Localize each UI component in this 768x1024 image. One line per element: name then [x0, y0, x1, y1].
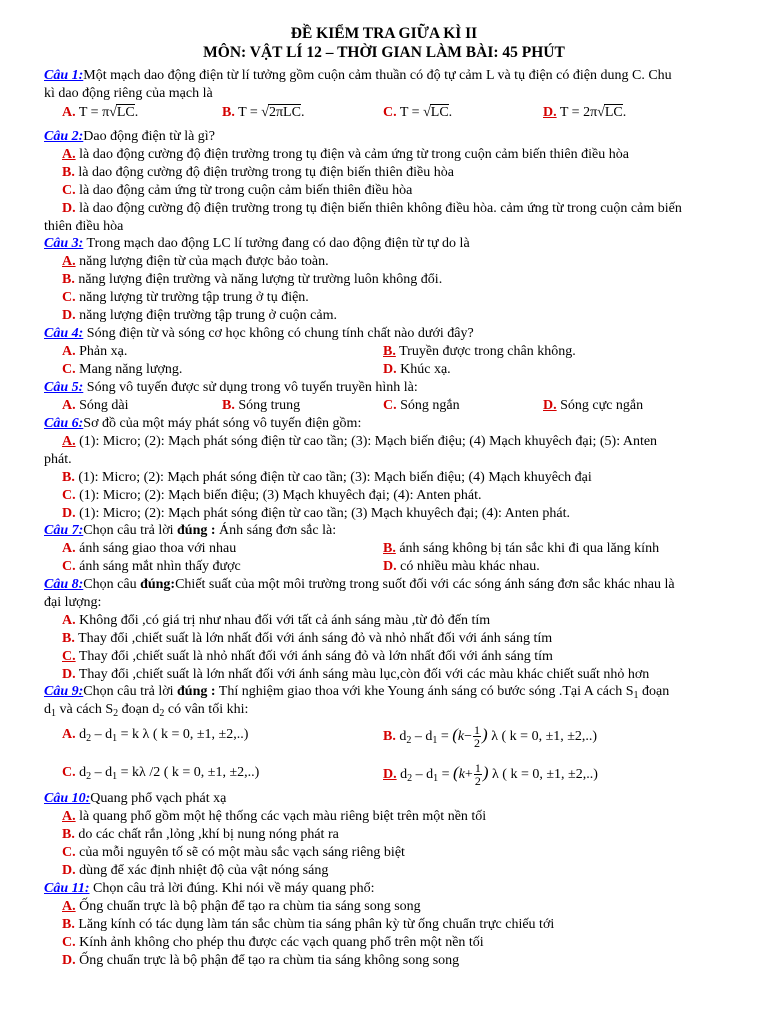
option-c: C. Kính ảnh không cho phép thu được các vạch quang phổ trên một nền tối — [62, 935, 484, 950]
option-a: A. là quang phổ gồm một hệ thống các vạch màu riêng biệt trên một nền tối — [62, 809, 487, 824]
option-a: A. Phản xạ. — [62, 344, 128, 359]
option-c: C. năng lượng từ trường tập trung ở tụ điện. — [62, 290, 309, 305]
option-b: B. Truyền được trong chân không. — [383, 344, 576, 359]
option-b: B. Lăng kính có tác dụng làm tán sắc chùm tia sáng phân kỳ từ ống chuẩn trực chiếu tới — [62, 917, 555, 932]
option-c: C. là dao động cảm ứng từ trong cuộn cảm biến thiên điều hòa — [62, 183, 413, 198]
option-b: B. ánh sáng không bị tán sắc khi đi qua lăng kính — [383, 541, 660, 556]
option-b: B. (1): Micro; (2): Mạch phát sóng điện từ cao tần; (3): Mạch biến điệu; (4) Mạch khuyêch đại — [62, 470, 592, 485]
exam-subtitle: MÔN: VẬT LÍ 12 – THỜI GIAN LÀM BÀI: 45 PHÚT — [203, 44, 565, 61]
question-5: Câu 5: Sóng vô tuyến được sử dụng trong vô tuyến truyền hình là: — [44, 380, 418, 395]
option-d: D. $d_2 - d_1 = (k+$ $\frac{1}{2}$ ) λ ( k = 0, ±1, ±2,..) — [383, 761, 598, 789]
option-c: C. của mỗi nguyên tố sẽ có một màu sắc vạch sáng riêng biệt — [62, 845, 405, 860]
option-b: B. Thay đổi ,chiết suất là lớn nhất đối với ánh sáng đỏ và nhỏ nhất đối với ánh sáng tím — [62, 631, 553, 646]
question-1 — [44, 67, 672, 84]
option-b: B. Sóng trung — [222, 398, 301, 413]
option-c: C. (1): Micro; (2): Mạch biến điệu; (3) Mạch khuyêch đại; (4): Anten phát. — [62, 488, 482, 503]
option-b: B. T = √2πLC. — [222, 105, 305, 120]
option-b: B. năng lượng điện trường và năng lượng từ trường luôn không đổi. — [62, 272, 443, 287]
option-a: A. năng lượng điện từ của mạch được bảo toàn. — [62, 254, 329, 269]
option-a-cont: phát. — [44, 452, 72, 467]
question-text-cont: $d_1$ và cách $S_2$ đoạn $d_2$ có vân tối khi: — [44, 702, 249, 719]
option-a: A. Không đổi ,có giá trị như nhau đối với tất cả ánh sáng màu ,từ đỏ đến tím — [62, 613, 491, 628]
option-b: B. do các chất rắn ,lỏng ,khí bị nung nóng phát ra — [62, 827, 339, 842]
fraction: $\frac{1}{2}$ — [474, 723, 481, 751]
option-a: A. Sóng dài — [62, 398, 129, 413]
question-text-cont: kì dao động riêng của mạch là — [44, 86, 213, 101]
option-a: A. T = π√LC. — [62, 105, 139, 120]
option-a: A. (1): Micro; (2): Mạch phát sóng điện từ cao tần; (3): Mạch biến điệu; (4) Mạch khuyêch đại; (5): Anten — [62, 434, 658, 449]
option-a: A. là dao động cường độ điện trường trong tụ điện và cảm ứng từ trong cuộn cảm biến thiên điều hòa — [62, 147, 629, 162]
option-c: C. ánh sáng mắt nhìn thấy được — [62, 559, 241, 574]
option-c: C. Thay đổi ,chiết suất là nhỏ nhất đối với ánh sáng đỏ và lớn nhất đối với ánh sáng tím — [62, 649, 553, 664]
question-10: Câu 10:Quang phổ vạch phát xạ — [44, 791, 227, 806]
fraction: $\frac{1}{2}$ — [474, 761, 481, 789]
option-a: A. $d_2 - d_1 = k$ λ ( k = 0, ±1, ±2,..) — [62, 727, 249, 744]
option-d: D. năng lượng điện trường tập trung ở cuộn cảm. — [62, 308, 337, 323]
option-d: D. là dao động cường độ điện trường trong tụ điện biến thiên không điều hòa. cảm ứng từ trong cuộn cảm biến — [62, 201, 682, 216]
option-d: D. Thay đổi ,chiết suất là lớn nhất đối với ánh sáng màu lục,còn đối với các màu khác chiết suất nhỏ hơn — [62, 667, 650, 682]
option-d: D. có nhiều màu khác nhau. — [383, 559, 540, 574]
option-a: A. ánh sáng giao thoa với nhau — [62, 541, 237, 556]
option-c: C. T = √LC. — [383, 105, 453, 120]
option-d: D. (1): Micro; (2): Mạch phát sóng điện từ cao tần; (3) Mạch khuyêch đại; (4): Anten phát. — [62, 506, 570, 521]
option-d-cont: thiên điều hòa — [44, 219, 124, 234]
question-6: Câu 6:Sơ đồ của một máy phát sóng vô tuyến điện gồm: — [44, 416, 362, 431]
option-d: D. T = 2π√LC. — [543, 105, 627, 120]
option-c: C. $d_2 - d_1 = k\lambda$ /2 ( k = 0, ±1, ±2,..) — [62, 765, 260, 782]
option-d: D. Khúc xạ. — [383, 362, 451, 377]
question-text-cont: đại lượng: — [44, 595, 102, 610]
option-b: B. là dao động cường độ điện trường trong tụ điện biến thiên điều hòa — [62, 165, 454, 180]
question-11: Câu 11: Chọn câu trả lời đúng. Khi nói về máy quang phổ: — [44, 881, 375, 896]
question-2: Câu 2:Dao động điện từ là gì? — [44, 129, 215, 144]
option-d: D. Ống chuẩn trực là bộ phận để tạo ra chùm tia sáng không song song — [62, 953, 460, 968]
option-c: C. Mang năng lượng. — [62, 362, 183, 377]
question-3: Câu 3: Trong mạch dao động LC lí tưởng đang có dao động điện từ tự do là — [44, 236, 470, 251]
question-9: Câu 9:Chọn câu trả lời đúng : Thí nghiệm giao thoa với khe Young ánh sáng có bước sóng .Tại A cách $S_1$ đoạn — [44, 684, 670, 701]
question-text: Một mạch dao động điện từ lí tưởng gồm cuộn cảm thuần có độ tự cảm L và tụ điện có điện dung C. Chu — [83, 68, 672, 83]
question-7: Câu 7:Chọn câu trả lời đúng : Ánh sáng đơn sắc là: — [44, 523, 337, 538]
option-c: C. Sóng ngắn — [383, 398, 460, 413]
option-d: D. Sóng cực ngắn — [543, 398, 644, 413]
question-label: Câu 1: — [44, 68, 84, 83]
exam-title: ĐỀ KIỂM TRA GIỮA KÌ II — [290, 25, 478, 42]
question-4: Câu 4: Sóng điện từ và sóng cơ học không có chung tính chất nào dưới đây? — [44, 326, 474, 341]
question-8: Câu 8:Chọn câu đúng:Chiết suất của một môi trường trong suốt đối với các sóng ánh sáng đơn sắc khác nhau là — [44, 577, 675, 592]
option-b: B. $d_2 - d_1 = (k-$ $\frac{1}{2}$ ) λ ( k = 0, ±1, ±2,..) — [383, 723, 598, 751]
option-d: D. dùng để xác định nhiệt độ của vật nóng sáng — [62, 863, 329, 878]
option-a: A. Ống chuẩn trực là bộ phận để tạo ra chùm tia sáng song song — [62, 899, 421, 914]
